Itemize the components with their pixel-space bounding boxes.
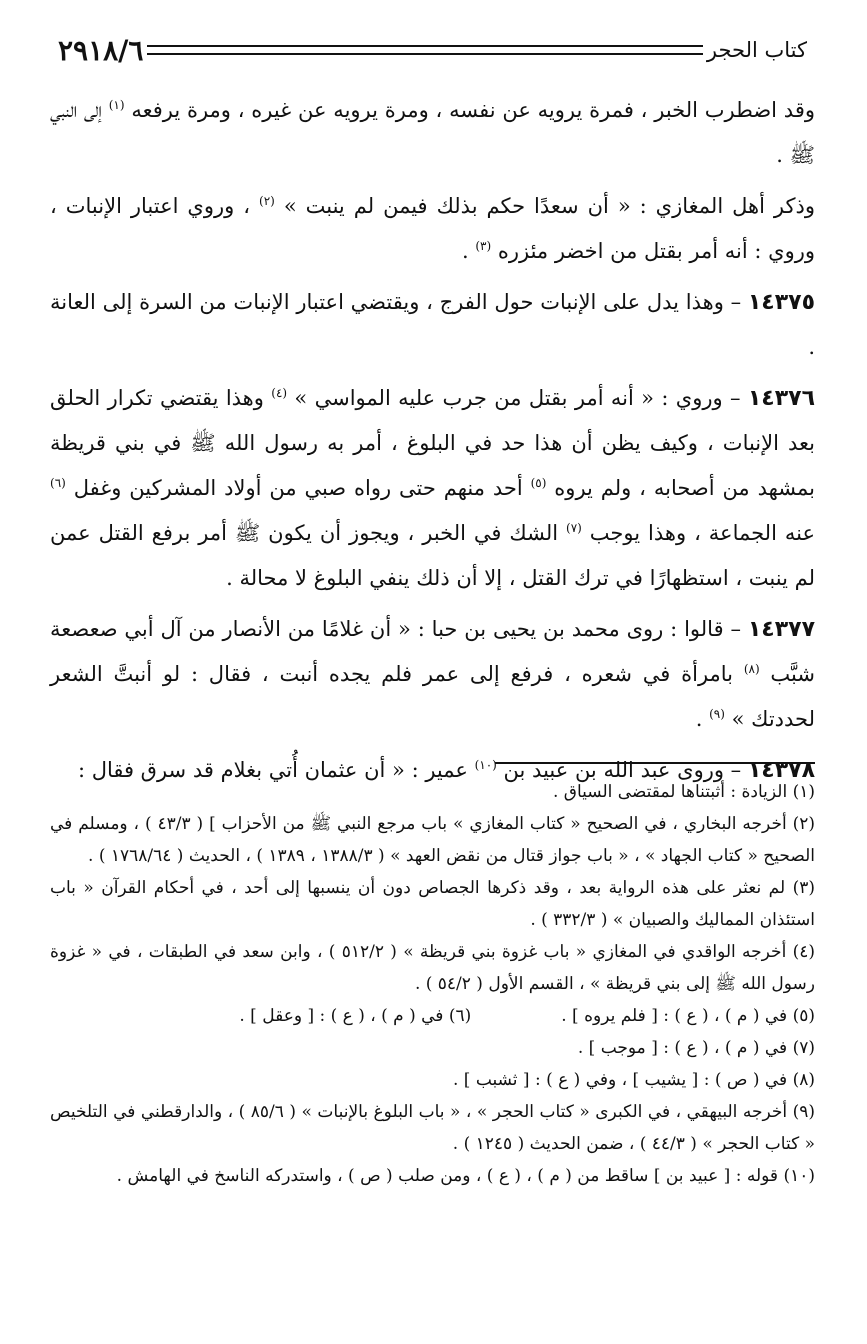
paragraph-text: – وهذا يدل على الإنبات حول الفرج ، ويقتضي اعتبار الإنبات من السرة إلى العانة . bbox=[50, 290, 815, 359]
footnote: (٦) في ( م ) ، ( ع ) : [ وعقل ] . bbox=[239, 1006, 472, 1026]
footnote-reference: (٤) bbox=[271, 386, 288, 400]
footnote-reference: (١٠) bbox=[474, 758, 497, 772]
footnote: (٣) لم نعثر على هذه الرواية بعد ، وقد ذكرها الجصاص دون أن ينسبها إلى أحد ، في أحكام القرآن « باب استئذان المماليك والصبيان » ( ٣٣٢/٣ ) . bbox=[50, 878, 815, 930]
footnote: (٨) في ( ص ) : [ يشيب ] ، وفي ( ع ) : [ ثشبب ] . bbox=[452, 1070, 815, 1090]
paragraph-text: . bbox=[695, 707, 710, 731]
footnote: (١٠) قوله : [ عبيد بن ] ساقط من ( م ) ، ( ع ) ، ومن صلب ( ص ) ، واستدركه الناسخ في الهامش . bbox=[116, 1166, 815, 1186]
paragraph-text: أحد منهم حتى رواه صبي من أولاد المشركين وغفل bbox=[65, 476, 531, 500]
footnote: (٢) أخرجه البخاري ، في الصحيح « كتاب المغازي » باب مرجع النبي ﷺ من الأحزاب ] ( ٤٣/٣ ) ، ومسلم في الصحيح « كتاب الجهاد » ، « باب جواز قتال من نقض العهد » ( ١٣٨٨/٣ ، ١٣٨٩ ) ، الحديث ( ١٧٦٨/٦٤ ) . bbox=[50, 814, 816, 866]
footnote-reference: (٣) bbox=[475, 239, 492, 253]
paragraph-text: – وروي : « أنه أمر بقتل من جرب عليه المواسي » bbox=[287, 386, 748, 410]
paragraph-text: وذكر أهل المغازي : « أن سعدًا حكم بذلك فيمن لم ينبت » bbox=[274, 194, 815, 218]
footnote-reference: (٢) bbox=[259, 194, 275, 208]
paragraph-text: ، وروي اعتبار الإنبات ، وروي : أنه أمر بقتل من اخضر مئزره bbox=[50, 194, 815, 263]
book-title: كتاب الحجر bbox=[706, 38, 807, 62]
footnote: (٧) في ( م ) ، ( ع ) : [ موجب ] . bbox=[577, 1038, 815, 1058]
footnote-reference: (٦) bbox=[50, 476, 66, 490]
paragraph-text: بامرأة في شعره ، فرفع إلى عمر فلم يجده أنبت ، فقال : لو أنبتَّ الشعر لحددتك » bbox=[50, 662, 815, 731]
footnotes bbox=[50, 776, 815, 1192]
paragraph-text: عنه الجماعة ، وهذا يوجب bbox=[581, 521, 815, 545]
footnote-reference: (٧) bbox=[566, 521, 582, 535]
paragraph-text: عمير : « أن عثمان أُتي بغلام قد سرق فقال : bbox=[77, 758, 475, 782]
paragraph-text: وهذا يقتضي تكرار الحلق بعد الإنبات ، وكيف يظن أن هذا حد في البلوغ ، أمر به رسول الله ﷺ في بني قريظة بمشهد من أصحابه ، ولم يروه bbox=[50, 386, 815, 500]
paragraph-text: إلى النبي ﷺ . bbox=[50, 98, 815, 167]
page-number: ٢٩١٨/٦ bbox=[58, 33, 144, 67]
footnote: (٥) في ( م ) ، ( ع ) : [ فلم يروه ] . bbox=[561, 1006, 815, 1026]
paragraph bbox=[50, 607, 815, 742]
paragraph bbox=[50, 88, 815, 178]
page-header bbox=[50, 30, 815, 70]
footnote: (٤) أخرجه الواقدي في المغازي « باب غزوة بني قريظة » ( ٥١٢/٢ ) ، وابن سعد في الطبقات ، في « غزوة رسول الله ﷺ إلى بني قريظة » ، القسم الأول ( ٥٤/٢ ) . bbox=[50, 942, 816, 994]
footnote-reference: (٥) bbox=[530, 476, 547, 490]
footnote: (١) الزيادة : أثبتناها لمقتضى السياق . bbox=[552, 782, 815, 802]
paragraph bbox=[50, 280, 815, 370]
footnote-divider bbox=[495, 762, 815, 764]
paragraph-number: ١٤٣٧٦ bbox=[747, 386, 815, 411]
paragraph-text: . bbox=[461, 239, 476, 263]
paragraph-text: – قالوا : روى محمد بن يحيى بن حبا : « أن غلامًا من الأنصار من آل أبي صعصعة شبَّب bbox=[50, 617, 815, 686]
header-rule bbox=[147, 45, 702, 55]
paragraph-number: ١٤٣٧٥ bbox=[747, 290, 815, 315]
footnote-row bbox=[50, 1000, 815, 1032]
paragraph bbox=[50, 184, 815, 274]
paragraph bbox=[50, 376, 815, 601]
paragraph-text: الشك في الخبر ، ويجوز أن يكون ﷺ أمر برفع القتل عمن لم ينبت ، استظهارًا في ترك القتل ، إلا أن ذلك ينفي البلوغ لا محالة . bbox=[50, 521, 815, 590]
paragraph-number: ١٤٣٧٨ bbox=[747, 758, 815, 783]
footnote: (٩) أخرجه البيهقي ، في الكبرى « كتاب الحجر » ، « باب البلوغ بالإنبات » ( ٨٥/٦ ) ، والدارقطني في التلخيص « كتاب الحجر » ( ٤٤/٣ ) ، ضمن الحديث ( ١٢٤٥ ) . bbox=[50, 1102, 815, 1154]
paragraph-text: وقد اضطرب الخبر ، فمرة يرويه عن نفسه ، ومرة يرويه عن غيره ، ومرة يرفعه bbox=[124, 98, 815, 122]
main-text bbox=[50, 88, 815, 799]
paragraph-text: – وروى عبد الله بن عبيد بن bbox=[496, 758, 748, 782]
paragraph-number: ١٤٣٧٧ bbox=[747, 617, 815, 642]
footnote-reference: (٩) bbox=[709, 707, 725, 721]
footnote-reference: (١) bbox=[108, 98, 125, 112]
footnote-reference: (٨) bbox=[743, 662, 760, 676]
